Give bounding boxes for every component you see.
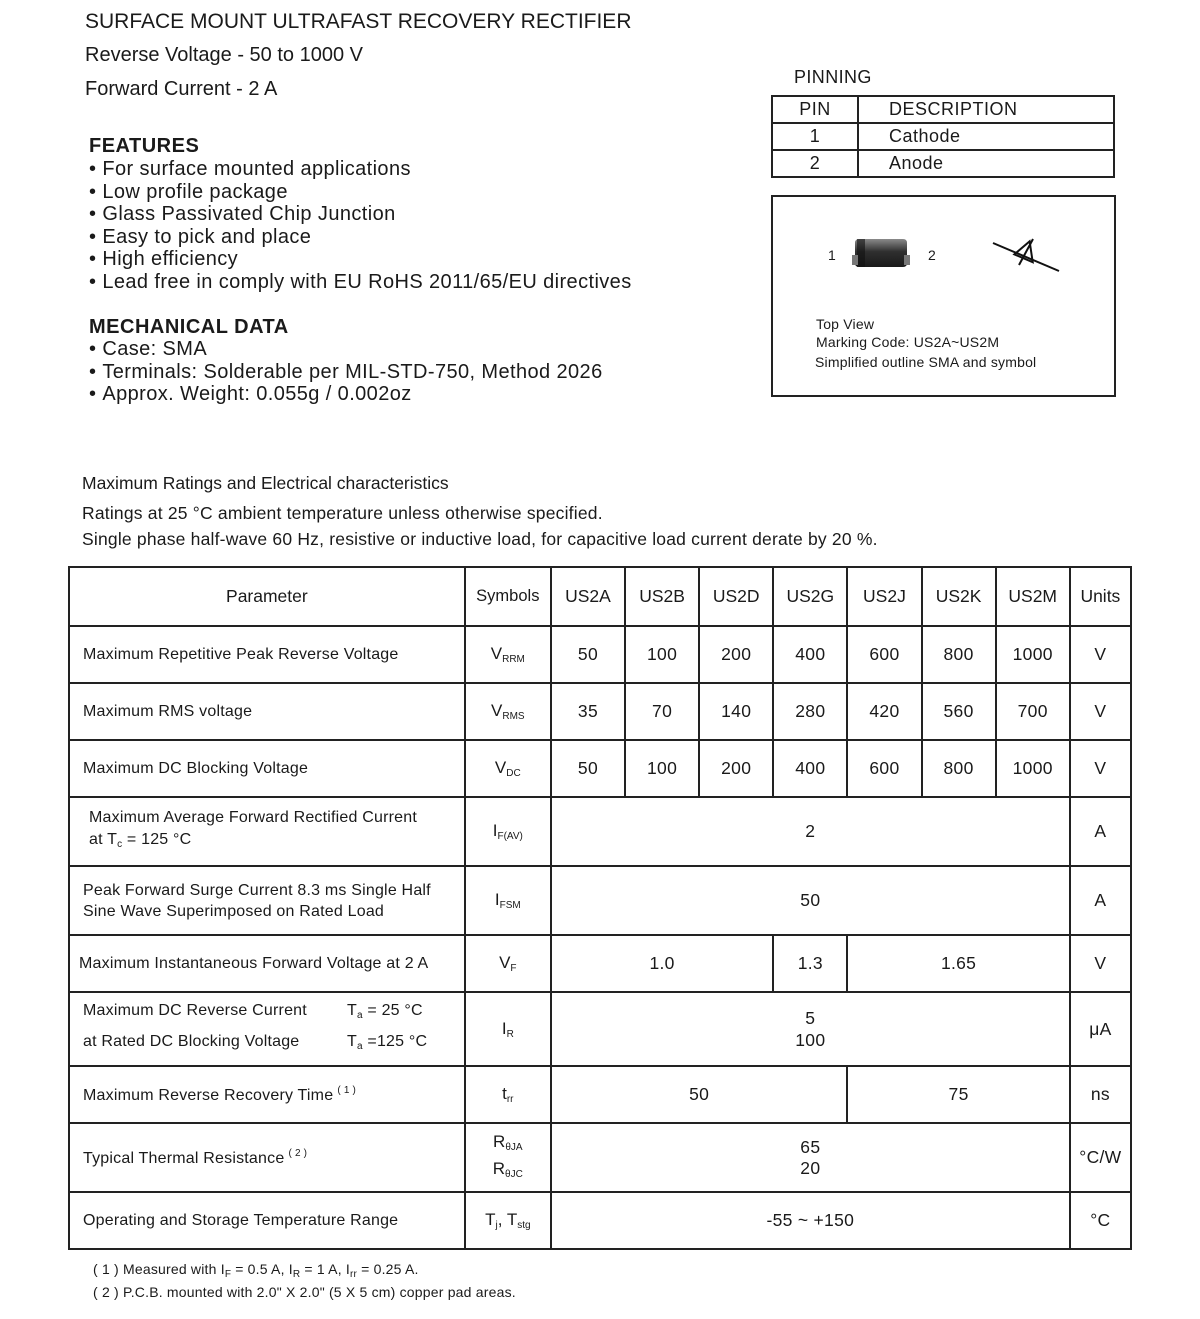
parameter-name: Operating and Storage Temperature Range (69, 1192, 465, 1249)
symbol-cell: $t_{rr}$ (465, 1066, 551, 1123)
unit-cell: V (1070, 683, 1131, 740)
model-header: US2G (773, 567, 847, 626)
unit-cell: V (1070, 935, 1131, 992)
value-cell: 50 (551, 740, 625, 797)
table-row (772, 123, 1114, 150)
table-row (69, 1192, 1131, 1249)
table-row (69, 1066, 1131, 1123)
value-cell: 75 (847, 1066, 1069, 1123)
parameter-name: Maximum Instantaneous Forward Voltage at 2 A (69, 935, 465, 992)
symbol-cell: $V_{RRM}$ (465, 626, 551, 683)
value-cell: 35 (551, 683, 625, 740)
table-row (772, 150, 1114, 177)
model-header: US2B (625, 567, 699, 626)
value-cell: 420 (847, 683, 921, 740)
table-header-row (69, 567, 1131, 626)
table-row (69, 1123, 1131, 1192)
symbol-cell: $R_{\theta JA}$ $R_{\theta JC}$ (465, 1123, 551, 1192)
unit-cell: A (1070, 866, 1131, 935)
unit-cell: V (1070, 740, 1131, 797)
features-heading: FEATURES (89, 135, 200, 157)
symbol-cell: $V_F$ (465, 935, 551, 992)
value-cell: 70 (625, 683, 699, 740)
sma-package-icon (851, 235, 911, 271)
unit-cell: °C/W (1070, 1123, 1131, 1192)
top-view-label: Top View (816, 316, 875, 332)
value-cell: 50 (551, 626, 625, 683)
pin-column-header: PIN (772, 96, 858, 123)
symbol-cell: $V_{RMS}$ (465, 683, 551, 740)
value-cell: 1.65 (847, 935, 1069, 992)
footnote-1: ( 1 ) Measured with $I_F = 0.5$ A, $I_R = 1$ A, $I_{rr} = 0.25$ A. (93, 1261, 419, 1280)
table-row (69, 626, 1131, 683)
pin-number: 1 (772, 123, 858, 150)
model-header: US2J (847, 567, 921, 626)
ratings-note-2: Single phase half-wave 60 Hz, resistive or inductive load, for capacitive load current derate by 20 %. (82, 529, 878, 549)
value-cell: 140 (699, 683, 773, 740)
table-row (69, 866, 1131, 935)
mechanical-item: • Case: SMA (89, 338, 603, 361)
table-row (69, 992, 1131, 1066)
value-cell: 1000 (996, 740, 1070, 797)
value-cell: 2 (551, 797, 1070, 866)
feature-item: • Glass Passivated Chip Junction (89, 203, 632, 226)
unit-cell: μA (1070, 992, 1131, 1066)
value-cell: 800 (922, 626, 996, 683)
model-header: US2A (551, 567, 625, 626)
feature-item: • Lead free in comply with EU RoHS 2011/65/EU directives (89, 271, 632, 294)
features-list (89, 158, 632, 294)
value-cell: 600 (847, 740, 921, 797)
symbols-header: Symbols (465, 567, 551, 626)
feature-item: • Easy to pick and place (89, 226, 632, 249)
mechanical-list (89, 338, 603, 406)
package-pin2-label: 2 (928, 247, 936, 263)
pin-description: Cathode (858, 123, 1114, 150)
diode-symbol-icon (991, 235, 1061, 275)
value-cell: -55 ~ +150 (551, 1192, 1070, 1249)
value-cell: 50 (551, 1066, 848, 1123)
ratings-title: Maximum Ratings and Electrical characteristics (82, 473, 449, 493)
value-cell: 560 (922, 683, 996, 740)
value-cell: 600 (847, 626, 921, 683)
value-cell: 5 100 (551, 992, 1070, 1066)
model-header: US2D (699, 567, 773, 626)
table-row (69, 683, 1131, 740)
symbol-cell: $T_j$, $T_{stg}$ (465, 1192, 551, 1249)
unit-cell: V (1070, 626, 1131, 683)
parameter-name: Maximum DC Blocking Voltage (69, 740, 465, 797)
forward-current-spec: Forward Current - 2 A (85, 78, 278, 100)
pinning-heading: PINNING (794, 67, 872, 87)
value-cell: 65 20 (551, 1123, 1070, 1192)
pinning-header-row (772, 96, 1114, 123)
units-header: Units (1070, 567, 1131, 626)
symbol-cell: $I_R$ (465, 992, 551, 1066)
unit-cell: ns (1070, 1066, 1131, 1123)
pin-number: 2 (772, 150, 858, 177)
value-cell: 1.0 (551, 935, 773, 992)
parameter-name: Maximum Reverse Recovery Time $^{( 1 )}$ (69, 1066, 465, 1123)
feature-item: • Low profile package (89, 181, 632, 204)
parameter-name: Maximum Average Forward Rectified Current at $T_c = 125$ °C (69, 797, 465, 866)
ratings-table (68, 566, 1132, 1250)
parameter-name: Maximum RMS voltage (69, 683, 465, 740)
model-header: US2K (922, 567, 996, 626)
value-cell: 400 (773, 740, 847, 797)
package-outline-box (771, 195, 1116, 397)
table-row (69, 935, 1131, 992)
value-cell: 400 (773, 626, 847, 683)
value-cell: 100 (625, 626, 699, 683)
parameter-header: Parameter (69, 567, 465, 626)
symbol-cell: $I_{F(AV)}$ (465, 797, 551, 866)
document-title: SURFACE MOUNT ULTRAFAST RECOVERY RECTIFIER (85, 10, 632, 33)
parameter-name: Maximum DC Reverse Current $T_a = 25$ °C at Rated DC Blocking Voltage $T_a =125$ °C (69, 992, 465, 1066)
symbol-cell: $I_{FSM}$ (465, 866, 551, 935)
pin-description: Anode (858, 150, 1114, 177)
unit-cell: A (1070, 797, 1131, 866)
reverse-voltage-spec: Reverse Voltage - 50 to 1000 V (85, 44, 363, 66)
value-cell: 1.3 (773, 935, 847, 992)
model-header: US2M (996, 567, 1070, 626)
parameter-name: Peak Forward Surge Current 8.3 ms Single Half Sine Wave Superimposed on Rated Load (69, 866, 465, 935)
unit-cell: °C (1070, 1192, 1131, 1249)
value-cell: 700 (996, 683, 1070, 740)
value-cell: 50 (551, 866, 1070, 935)
package-pin1-label: 1 (828, 247, 836, 263)
description-column-header: DESCRIPTION (858, 96, 1114, 123)
pinning-table (771, 95, 1115, 178)
table-row (69, 797, 1131, 866)
feature-item: • For surface mounted applications (89, 158, 632, 181)
mechanical-heading: MECHANICAL DATA (89, 316, 289, 338)
value-cell: 800 (922, 740, 996, 797)
ratings-note-1: Ratings at 25 °C ambient temperature unless otherwise specified. (82, 503, 603, 523)
outline-caption: Simplified outline SMA and symbol (815, 354, 1037, 370)
table-row (69, 740, 1131, 797)
value-cell: 200 (699, 626, 773, 683)
value-cell: 280 (773, 683, 847, 740)
mechanical-item: • Approx. Weight: 0.055g / 0.002oz (89, 383, 603, 406)
parameter-name: Maximum Repetitive Peak Reverse Voltage (69, 626, 465, 683)
marking-code-label: Marking Code: US2A~US2M (816, 334, 1000, 350)
footnote-2: ( 2 ) P.C.B. mounted with 2.0" X 2.0" (5 X 5 cm) copper pad areas. (93, 1284, 516, 1300)
value-cell: 200 (699, 740, 773, 797)
value-cell: 100 (625, 740, 699, 797)
parameter-name: Typical Thermal Resistance $^{( 2 )}$ (69, 1123, 465, 1192)
mechanical-item: • Terminals: Solderable per MIL-STD-750, Method 2026 (89, 361, 603, 384)
feature-item: • High efficiency (89, 248, 632, 271)
value-cell: 1000 (996, 626, 1070, 683)
symbol-cell: $V_{DC}$ (465, 740, 551, 797)
